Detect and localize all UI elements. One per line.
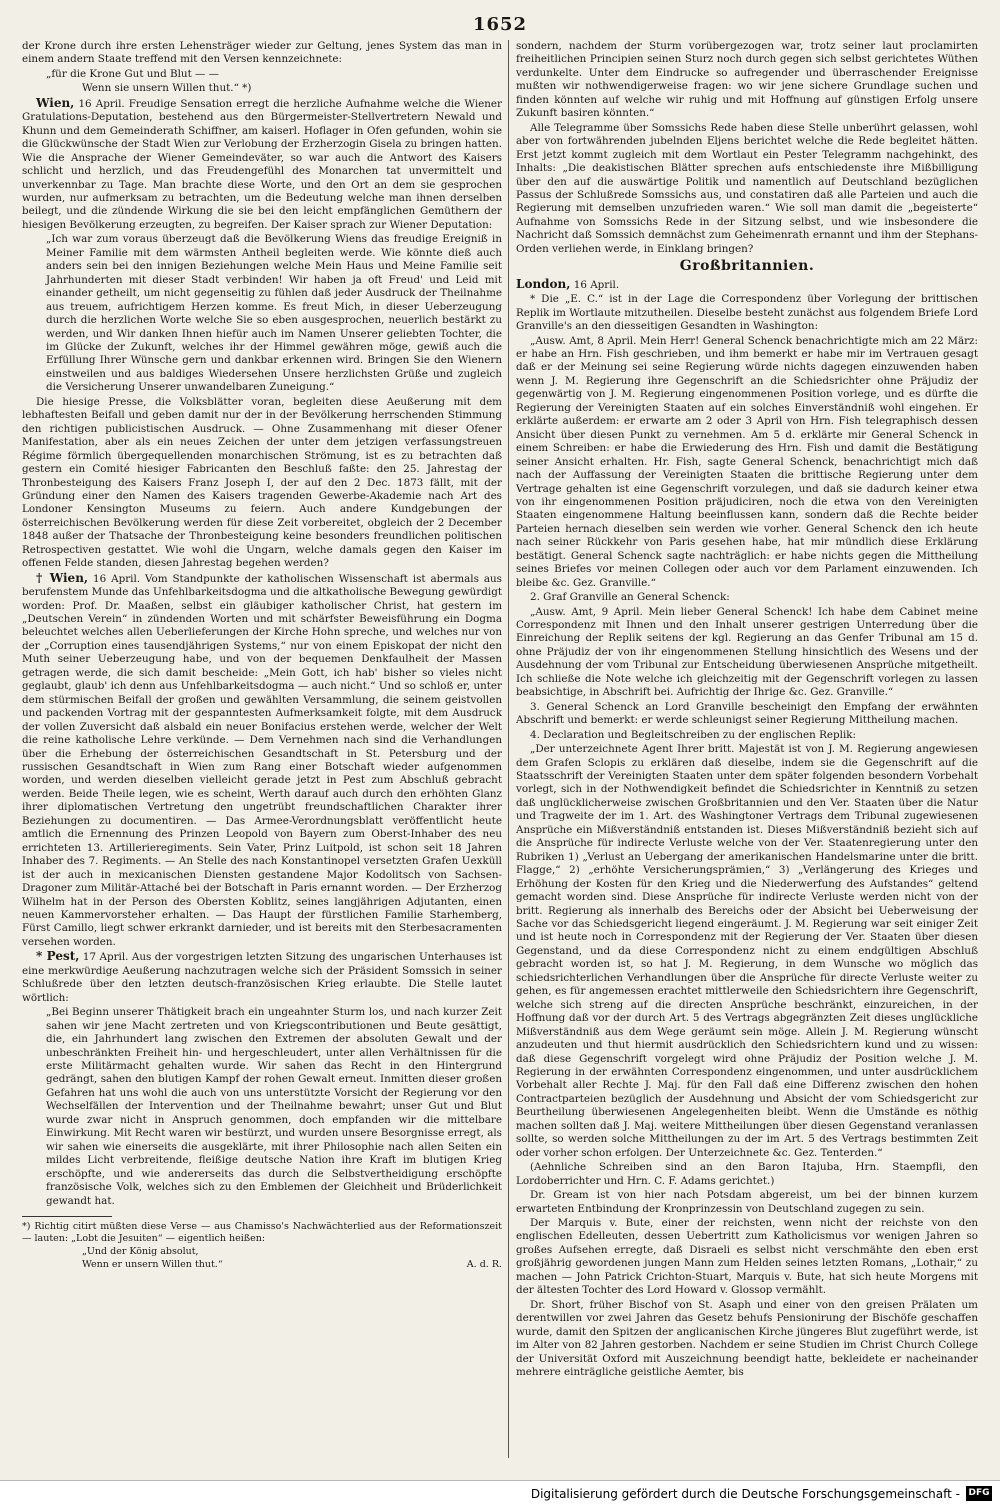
note-paragraph: (Aehnliche Schreiben sind an den Baron Itajuba, Hrn. Staempfli, den Lordoberrichter und Hrn. C. F. Adams gerichtet.) <box>516 1161 978 1187</box>
footnote-text: Richtig citirt müßten diese Verse — aus Chamisso's Nachwächterlied aus der Reformationszeit — lauten: „Lobt die Jesuiten“ — eigentlich heißen: <box>22 1220 502 1244</box>
dateline-wien-2: † Wien, <box>36 570 89 585</box>
item-heading: 4. Declaration und Begleitschreiben zu der englischen Replik: <box>530 728 857 741</box>
right-column <box>516 40 978 1458</box>
article-paragraph: Die hiesige Presse, die Volksblätter voran, begleiten diese Aeußerung mit dem lebhaftesten Beifall und geben damit nur der in der Bevölkerung herrschenden Stimmung den richtigen publicistischen Ausdruck. — Ohne Zusammenhang mit dieser Ofener Manifestation, aber als ein neues Zeichen der unter dem jetzigen verfassungstreuen Régime förmlich übergequellenden monarchischen Strömung, ist es zu betrachten daß gestern ein Comité hiesiger Fabricanten den Beschluß faßte: den 25. Jahrestag der Thronbesteigung des Kaisers Franz Joseph I, der auf den 2 Dec. 1873 fällt, mit der Gründung einer den Namen des Kaisers tragenden Gewerbe-Akademie nach Art des Londoner Kensington Museums zu feiern. Auch andere Kundgebungen der österreichischen Bevölkerung werden für diese Zeit vorbereitet, obgleich der 2 December 1848 außer der Thatsache der Thronbesteigung keine besonders freundlichen politischen Retrospectiven gestattet. Wie wohl die Ungarn, welche damals gegen den Kaiser im offenen Felde standen, diesen Jahrestag begehen werden? <box>22 395 502 570</box>
article-paragraph: Alle Telegramme über Somssichs Rede haben diese Stelle unberührt gelassen, wohl aber von fortwährenden jubelnden Eljens berichtet welche die Rede begleitet hätten. Erst jetzt kommt zugleich mit dem Wortlaut ein Pester Telegramm nachgehinkt, des Inhalts: „Die deakistischen Blätter sprechen aufs entschiedenste ihre Mißbilligung über den auf die auswärtige Politik und namentlich auf Deutschland bezüglichen Passus der Schlußrede Somssichs aus, und constatiren daß alle Parteien und auch die Regierung mit demselben unzufrieden waren.“ Wie soll man damit die „begeisterte“ Aufnahme von Somssichs Rede in der Sitzung selbst, und wie insbesondere die Nachricht daß Somssich demnächst zum Geheimenrath ernannt und ihm der Stephans-Orden verliehen werde, in Einklang bringen? <box>516 121 978 255</box>
dfg-logo: DFG <box>966 1486 992 1501</box>
item-paragraph: 3. General Schenck an Lord Granville bescheinigt den Empfang der erwähnten Abschrift und bemerkt: er werde schleunigst seiner Regierung Mittheilung machen. <box>516 700 978 727</box>
article-paragraph: * Die „E. C.“ ist in der Lage die Correspondenz über Vorlegung der brittischen Replik im Wortlaute mitzutheilen. Dieselbe besteht zunächst aus folgendem Briefe Lord Granville's an den diesseitigen Gesandten in Washington: <box>516 293 978 333</box>
dateline-pest: * Pest, <box>36 949 80 964</box>
page-number: 1652 <box>472 14 528 35</box>
wien-article <box>22 97 502 233</box>
london-dateline <box>516 278 978 292</box>
somssich-quote: „Bei Beginn unserer Thätigkeit brach ein ungeahnter Sturm los, und nach kurzer Zeit sahen wir jene Macht zertreten und von Kriegscontributionen und Beute gesättigt, die, ein Jahrhundert lang zwischen den Extremen der absoluten Gewalt und der unbeschränkten Freiheit hin- und hergeschleudert, unter allen Verhältnissen für die erste Militärmacht gehalten wurde. Wir sahen das Recht in den Hintergrund gedrängt, sahen den blutigen Kampf der rohen Gewalt erneut. Inmitten dieser großen Gefahren hat uns wohl die auch von uns unterstützte Vorsicht der Regierung vor den Wechselfällen der Intervention und der Theilnahme bewahrt; unser Gut und Blut wurde zwar nicht in Anspruch genommen, doch empfanden wir die mittelbare Einwirkung. Mit Recht waren wir bestürzt, und wurden unsere Besorgnisse erregt, als wir sahen wie einerseits die ausgeklärte, mit ihrer Philosophie nach allen Seiten ein mildes Licht verbreitende, fleißige deutsche Nation ihre Kraft im blutigen Krieg erschöpfte, und wie andererseits das durch die Selbstvertheidigung erschöpfte französische Volk, welches sich zu den Emblemen der Gleichheit und Brüderlichkeit gewandt hat. <box>46 1006 502 1207</box>
kaiser-quote: „Ich war zum voraus überzeugt daß die Bevölkerung Wiens das freudige Ereigniß in Meiner Familie mit dem wärmsten Antheil begleiten werde. Wie könnte dieß auch anders sein bei den innigen Beziehungen welche Mein Haus und Meine Familie seit Jahrhunderten mit dieser Stadt verbinden! Wir haben ja oft Freud' und Leid mit einander getheilt, um nicht gegenseitig zu fühlen daß jeder Ausdruck der Theilnahme aus treuem, aufrichtigem Herzen komme. Es freut Mich, in dieser Ueberzeugung durch die herzlichen Worte welche Sie so eben ausgesprochen, neuerlich bestärkt zu werden, und Wir danken Ihnen hiefür auch im Namen Unserer geliebten Tochter, die im Glücke der Zukunft, welches ihr der Himmel gewähren möge, gewiß auch die Erfüllung Ihrer Wünsche gern und dankbar erkennen wird. Bringen Sie den Wienern einstweilen und aus baldiges Wiedersehen Unsere herzlichsten Grüße und zugleich die Versicherung Unserer unwandelbaren Zuneigung.“ <box>46 233 502 394</box>
pest-article <box>22 950 502 1005</box>
article-paragraph: Dr. Short, früher Bischof von St. Asaph und einer von den greisen Prälaten um derentwillen vor zwei Jahren das Gesetz behufs Pensionirung der Bischöfe geschaffen wurde, damit den Spitzen der anglicanischen Kirche jüngeres Blut zugeführt werde, ist im Alter von 82 Jahren gestorben. Nachdem er seine Studien im Christ Church College der Universität Oxford mit Auszeichnung beendigt hatte, bekleidete er nacheinander mehrere einträgliche geistliche Aemter, bis <box>516 1298 978 1378</box>
footnote-verse: „Und der König absolut, <box>82 1245 199 1257</box>
wien-article-2 <box>22 572 502 950</box>
footnote-marker: *) <box>22 1220 31 1232</box>
dateline-london: London, <box>516 276 571 291</box>
verse-line: „für die Krone Gut und Blut — — <box>46 67 219 80</box>
footnote-divider <box>22 1216 112 1217</box>
column-divider <box>508 40 509 1458</box>
footnote-verse-text: Wenn er unsern Willen thut.“ <box>82 1258 223 1270</box>
footnote <box>22 1221 502 1245</box>
intro-paragraph: der Krone durch ihre ersten Lehensträger wieder zur Geltung, jenes System das man in einem andern Staate treffend mit den Versen kennzeichnete: <box>22 40 502 66</box>
letter-granville-2: „Ausw. Amt, 9 April. Mein lieber General Schenck! Ich habe dem Cabinet meine Correspondenz mit Ihnen und den Inhalt unserer gestrigen Unterredung über die Einreichung der Replik seitens der kgl. Regierung an das Genfer Tribunal am 15 d. ohne Präjudiz der von ihr eingenommenen Stellung hinsichtlich des Wesens und der Ausdehnung der vom Tribunal zur Entscheidung überwiesenen Ansprüche mitgetheilt. Ich schließe die Note welche ich gleichzeitig mit der Gegenschrift vorlegen zu lassen beabsichtige, in Abschrift bei. Aufrichtig der Ihrige &c. Gez. Granville.“ <box>516 605 978 699</box>
left-column <box>22 40 502 1458</box>
article-text: 16 April. Vom Standpunkte der katholischen Wissenschaft ist abermals aus berufenstem Munde das Unfehlbarkeitsdogma und die altkatholische Bewegung gewürdigt worden: Prof. Dr. Maaßen, selbst ein gläubiger katholischer Christ, hat gestern im „Deutschen Verein“ in zündenden Worten und mit schärfster Beweisführung ein Dogma beleuchtet welches allen Ueberlieferungen der Kirche Hohn spreche, und welches nur von der „Corruption eines tausendjährigen Systems,“ nur von einem Episkopat der nicht den Muth seiner Ueberzeugung habe, und von der bequemen Denkfaulheit der Massen getragen werde, die sich damit bescheide: „Mein Gott, ich hab' bisher so vieles nicht geglaubt, glaub' ich denn aus Unfehlbarkeitsdogma — auch nicht.“ Und so schloß er, unter dem stürmischen Beifall der großen und gewählten Versammlung, die seinem geistvollen und packenden Vortrag mit der gespanntesten Aufmerksamkeit folgte, mit dem Ausdruck der vollen Zuversicht daß alsbald ein neuer Bonifacius erstehen werde, welcher der Welt die reine katholische Lehre verkünde. — Dem Vernehmen nach sind die Verhandlungen über die Erhebung der österreichischen Gesandtschaft in St. Petersburg und der russischen Gesandtschaft in Wien zum Rang einer Botschaft wieder aufgenommen worden, und werden dieselben vielleicht gerade jetzt in Pest zum Abschluß gebracht werden. Beide Theile legen, wie es scheint, Werth darauf auch durch den erhöhten Glanz ihrer diplomatischen Vertretung den ungetrübt freundschaftlichen Charakter ihrer Beziehungen zu documentiren. — Das Armee-Verordnungsblatt veröffentlicht heute amtlich die Ernennung des Prinzen Leopold von Bayern zum Oberst-Inhaber des neu errichteten 13. Artillerieregiments. Sein Vater, Prinz Luitpold, ist schon seit 18 Jahren Inhaber des 7. Regiments. — An Stelle des nach Konstantinopel versetzten Grafen Uexküll ist der auch in mexicanischen Diensten gestandene Major Kodolitsch von Sachsen-Dragoner zum Militär-Attaché bei der Botschaft in Paris ernannt worden. — Der Erzherzog Wilhelm hat in der Person des Obersten Koblitz, seines langjährigen Adjutanten, einen neuen Kammervorsteher erhalten. — Das Haupt der fürstlichen Familie Starhemberg, Fürst Camillo, liegt schwer erkrankt darnieder, und ist bereits mit den Sterbesacramenten versehen worden. <box>22 572 502 948</box>
article-text: 16 April. Freudige Sensation erregt die herzliche Aufnahme welche die Wiener Gratulations-Deputation, bestehend aus den Bürgermeister-Stellvertretern Newald und Khunn und dem Gemeinderath Schiffner, am kaiserl. Hoflager in Ofen gefunden, wohin sie die Glückwünsche der Stadt Wien zur Verlobung der Erzherzogin Gisela zu bringen hatten. Wie die Ansprache der Wiener Gemeindeväter, so war auch die Antwort des Kaisers schlicht und herzlich, und das Freudengefühl des Monarchen tat unvermittelt und unverkennbar zu Tage. Man brachte diese Worte, und den Ort an dem sie gesprochen wurden, nur aufmerksam zu betrachten, um die Bedeutung welche man ihnen derselben beilegt, und die zündende Wirkung die sie bei den leicht empfänglichen Gemüthern der hiesigen Bevölkerung erzeugten, zu begreifen. Der Kaiser sprach zur Wiener Deputation: <box>22 97 502 231</box>
dateline-wien: Wien, <box>36 95 75 110</box>
item-heading: 2. Graf Granville an General Schenck: <box>530 591 730 604</box>
verse-line: Wenn sie unsern Willen thut.“ *) <box>82 82 252 95</box>
somssich-quote-continued: sondern, nachdem der Sturm vorübergezogen war, trotz seiner laut proclamirten freiheitlichen Principien seinen Sturz noch durch gegen sich selbst gerichtetes Wüthen verdunkelte. Unter dem Eindrucke so aufregender und überraschender Ereignisse mußten wir nothwendigerweise fragen: wo wir jene sichere Grundlage suchen und finden könnten auf welche wir ruhig und mit Hoffnung auf günstigen Erfolg unsere Zukunft basiren könnten.“ <box>516 40 978 120</box>
article-paragraph: Dr. Gream ist von hier nach Potsdam abgereist, um bei der binnen kurzem erwarteten Entbindung der Kronprinzessin von Deutschland zugegen zu sein. <box>516 1189 978 1215</box>
declaration-text: „Der unterzeichnete Agent Ihrer britt. Majestät ist von J. M. Regierung angewiesen dem Grafen Sclopis zu erklären daß dieselbe, indem sie die Gegenschrift auf die Staatsschrift der Vereinigten Staaten unter dem später folgenden besondern Vorbehalt vorlegt, sich in der Nothwendigkeit befindet die Schiedsrichter in Kenntniß zu setzen daß unglücklicherweise zwischen Großbritannien und den Ver. Staaten über die Natur und Tragweite der im 1. Art. des Washingtoner Vertrags dem Tribunal zugewiesenen Ansprüche ein Mißverständniß entstanden ist. Dieses Mißverständniß bezieht sich auf die Ansprüche für indirecte Verluste welche von der Ver. Staatenregierung unter den Rubriken 1) „Verlust an Uebergang der amerikanischen Handelsmarine unter die britt. Flagge,“ 2) „erhöhte Versicherungsprämien,“ 3) „Verlängerung des Krieges und Erhöhung der Kosten für den Krieg und die Niederwerfung des Aufstandes“ geltend gemacht worden sind. Diese Ansprüche für indirecte Verluste werden nicht von der britt. Regierung als innerhalb des Bereichs oder der Absicht bei Ueberweisung der Sache vor das Schiedsgericht liegend eingeräumt. J. M. Regierung war seit einiger Zeit und ist heute noch in Correspondenz mit der Regierung der Ver. Staaten über diesen Gegenstand, und da diese Correspondenz nicht zu einem endgültigen Abschluß gebracht worden ist, so hat J. M. Regierung, in dem Wunsche wo möglich das schiedsrichterlichen Verhandlungen über die Ansprüche für directe Verluste weiter zu gehen, es für angemessen erachtet mittlerweile den Schiedsrichtern ihre Gegenschrift, welche sich streng auf die directen Ansprüche beschränkt, einzureichen, in der Hoffnung daß vor der durch Art. 5 des Vertrags abgegränzten Zeit dieses unglückliche Mißverständniß aus dem Wege geräumt sein möge. Allein J. M. Regierung wünscht anzudeuten und thut hiermit ausdrücklich den Schiedsrichtern kund und zu wissen: daß diese Gegenschrift vorgelegt wird ohne Präjudiz der Position welche J. M. Regierung in der erwähnten Correspondenz eingenommen, und unter ausdrücklichem Vorbehalt aller Rechte J. Maj. für den Fall daß eine Differenz zwischen den hohen Contractparteien bezüglich der Ausdehnung und Absicht der vom Schiedsgericht zur Beurtheilung überwiesenen Angelegenheiten bleibt. Wenn die Umstände es nöthig machen sollten daß J. Maj. weitere Mittheilungen über diesen Gegenstand veranlassen sollte, so werden solche Mittheilungen zu der im Art. 5 des Vertrags bestimmten Zeit oder vorher schon erfolgen. Der Unterzeichnete &c. Gez. Tenterden.“ <box>516 743 978 1159</box>
digitization-footer <box>0 1480 1000 1507</box>
letter-granville: „Ausw. Amt, 8 April. Mein Herr! General Schenck benachrichtigte mich am 22 März: er habe an Hrn. Fish geschrieben, und ihm bemerkt er habe mir im Vertrauen gesagt daß er der Meinung sei seine Regierung würde nichts dagegen einzuwenden haben wenn J. M. Regierung ihre Gegenschrift an die Schiedsrichter ohne Präjudiz der gegenwärtig von J. M. Regierung eingenommenen Position vorlege, und es dürfte die Regierung der Vereinigten Staaten auf ein solches Einverständniß wohl eingehen. Er erklärte außerdem: er erwarte am 2 oder 3 April von Hrn. Fish telegraphisch dessen Ansicht über diesen Punkt zu vernehmen. Am 5 d. erklärte mir General Schenck in einem Schreiben: er habe die Erwiederung des Hrn. Fish und damit die Bestätigung seiner Ansicht erhalten. Hr. Fish, sagte General Schenck, benachrichtigt mich daß nach der Auffassung der Vereinigten Staaten die brittische Regierung unter dem Vertrage gehalten ist eine Gegenschrift vorzulegen, und daß sie dadurch keiner etwa von ihr eingenommenen Position präjudiciren, noch die etwa von den Vereinigten Staaten eingenommene Haltung beeinflussen kann, sondern daß die Rechte beider Parteien hernach dieselben sein werden wie vorher. General Schenck den ich heute nach seiner Rückkehr von Paris gesehen habe, hat mir mündlich diese Erklärung bestätigt. General Schenck sagte nachträglich: er habe nichts gegen die Mittheilung seines Briefes vor meinen Collegen oder auch vor dem Parlament einzuwenden. Ich bleibe &c. Gez. Granville.“ <box>516 334 978 589</box>
footer-text: Digitalisierung gefördert durch die Deutsche Forschungsgemeinschaft - <box>530 1487 960 1501</box>
footnote-verse <box>22 1259 502 1271</box>
section-heading: Großbritannien. <box>679 258 815 275</box>
article-text: 17 April. Aus der vorgestrigen letzten Sitzung des ungarischen Unterhauses ist eine merkwürdige Aeußerung nachzutragen welche sich der Präsident Somssich in seiner Schlußrede über den letzten deutsch-französischen Krieg erlaubte. Die Stelle lautet wörtlich: <box>22 951 502 1004</box>
article-paragraph: Der Marquis v. Bute, einer der reichsten, wenn nicht der reichste von den englischen Edelleuten, dessen Uebertritt zum Katholicismus vor wenigen Jahren so großes Aufsehen erregte, daß Disraeli es selbst nicht verschmähte den eben erst großjährig gewordenen jungen Mann zum Helden seines letzten Romans, „Lothair,“ zu machen — John Patrick Crichton-Stuart, Marquis v. Bute, hat sich heute Morgens mit der ältesten Tochter des Lord Howard v. Glossop vermählt. <box>516 1216 978 1297</box>
footnote-signature: A. d. R. <box>466 1258 502 1270</box>
dateline-date: 16 April. <box>573 278 620 291</box>
